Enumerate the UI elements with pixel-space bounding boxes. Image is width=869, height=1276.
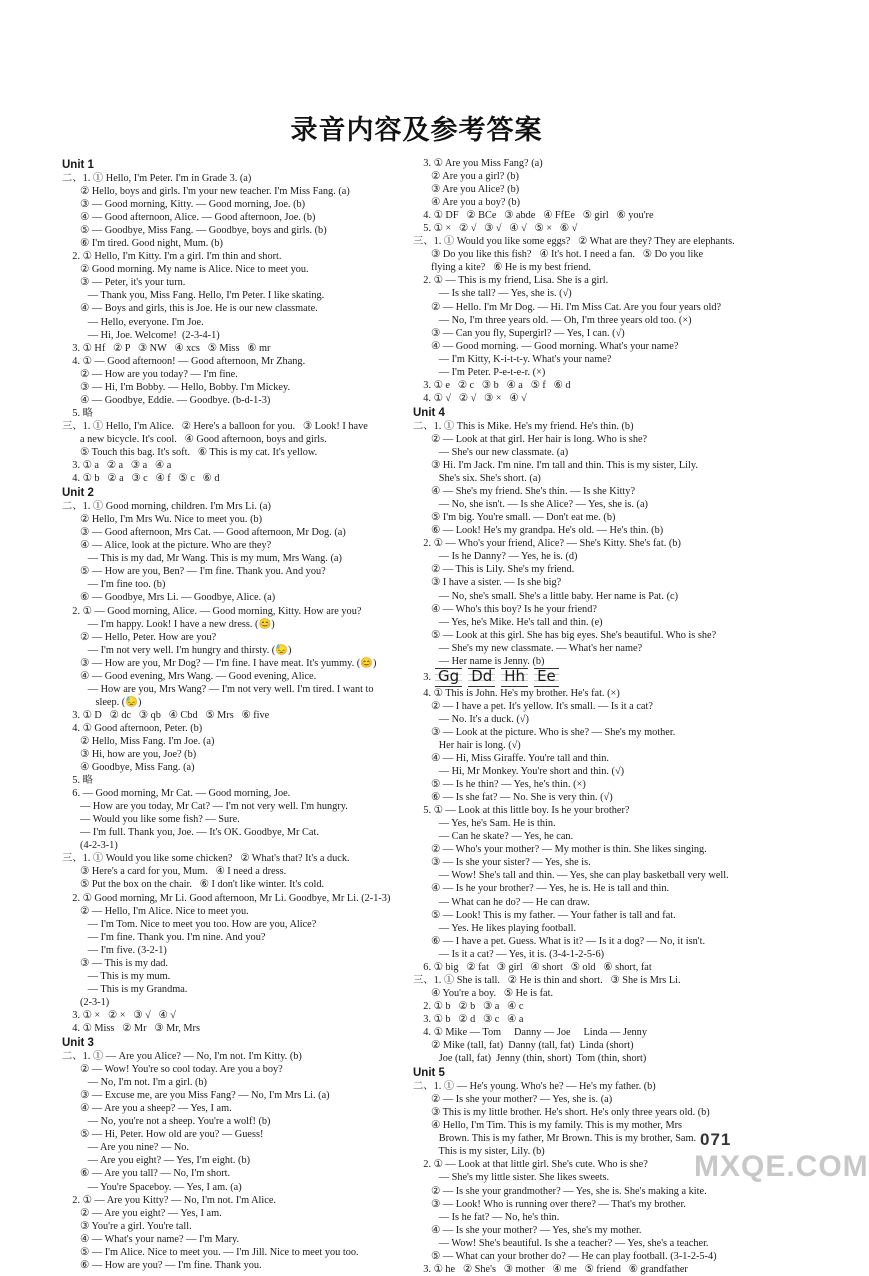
answer-line: 三、1. ① Would you like some chicken? ② What's that? It's a duck. bbox=[62, 853, 350, 865]
handwritten-letter-pair: Hh bbox=[501, 668, 528, 687]
answer-line: 3. ① Hf ② P ③ NW ④ xcs ⑤ Miss ⑥ mr bbox=[62, 342, 271, 354]
answer-line: ③ — How are you, Mr Dog? — I'm fine. I have meat. It's yummy. (😊) bbox=[62, 657, 377, 669]
answer-line: ⑤ — Goodbye, Miss Fang. — Goodbye, boys and girls. (b) bbox=[62, 225, 327, 237]
answer-line: ⑤ — How are you, Ben? — I'm fine. Thank you. And you? bbox=[62, 566, 326, 578]
answer-line: — I'm Tom. Nice to meet you too. How are you, Alice? bbox=[62, 918, 317, 930]
answer-line: 二、1. ① — Are you Alice? — No, I'm not. I'm Kitty. (b) bbox=[62, 1051, 302, 1063]
answer-line: ⑥ I'm tired. Good night, Mum. (b) bbox=[62, 238, 223, 250]
answer-line: ⑤ — Look! This is my father. — Your father is tall and fat. bbox=[413, 909, 676, 921]
answer-line: — Hi, Mr Monkey. You're short and thin. (√) bbox=[413, 766, 625, 778]
page-number: 071 bbox=[700, 1130, 732, 1149]
answer-line: 3. ① Are you Miss Fang? (a) bbox=[413, 158, 543, 169]
answer-line: 三、1. ① Hello, I'm Alice. ② Here's a balloon for you. ③ Look! I have bbox=[62, 420, 368, 432]
answer-line: 5. 略 bbox=[62, 407, 93, 419]
answer-line: ② — Hello, I'm Alice. Nice to meet you. bbox=[62, 905, 249, 917]
answer-line: ② — Hello, Peter. How are you? bbox=[62, 631, 217, 643]
answer-line: ③ Are you Alice? (b) bbox=[413, 184, 520, 196]
answer-line: — Are you nine? — No. bbox=[62, 1142, 189, 1154]
answer-line: 4. ① Mike — Tom Danny — Joe Linda — Jenny bbox=[413, 1027, 647, 1038]
answer-line: 5. ① — Look at this little boy. Is he your brother? bbox=[413, 805, 630, 817]
answer-line: ③ Hi, how are you, Joe? (b) bbox=[62, 749, 197, 761]
answer-line: ③ — Good morning, Kitty. — Good morning, Joe. (b) bbox=[62, 199, 306, 211]
answer-line: (4-2-3-1) bbox=[62, 840, 118, 852]
answer-line: — Yes. He likes playing football. bbox=[413, 922, 577, 934]
answer-line: ③ Hi. I'm Jack. I'm nine. I'm tall and thin. This is my sister, Lily. bbox=[413, 460, 698, 472]
answer-line: — Can he skate? — Yes, he can. bbox=[413, 831, 574, 843]
answer-line: ④ — What's your name? — I'm Mary. bbox=[62, 1233, 240, 1245]
answer-line: — I'm full. Thank you, Joe. — It's OK. Goodbye, Mr Cat. bbox=[62, 827, 319, 839]
answer-line: — Yes, he's Mike. He's tall and thin. (e) bbox=[413, 616, 603, 628]
answer-line: ② — Wow! You're so cool today. Are you a boy? bbox=[62, 1064, 283, 1076]
answer-line: ③ — Can you fly, Supergirl? — Yes, I can. (√) bbox=[413, 327, 625, 339]
answer-line: Her hair is long. (√) bbox=[413, 739, 521, 751]
answer-line: 3. ① × ② × ③ √ ④ √ bbox=[62, 1009, 176, 1021]
answer-line: ③ Here's a card for you, Mum. ④ I need a dress. bbox=[62, 866, 287, 878]
answer-line: ④ — Is she your mother? — Yes, she's my mother. bbox=[413, 1224, 642, 1236]
unit-heading: Unit 3 bbox=[62, 1037, 94, 1050]
answer-line: — Is she tall? — Yes, she is. (√) bbox=[413, 288, 572, 300]
answer-line: 3. ① e ② c ③ b ④ a ⑤ f ⑥ d bbox=[413, 379, 571, 391]
answer-line: This is my sister, Lily. (b) bbox=[413, 1146, 545, 1158]
answer-line: — I'm fine. Thank you. I'm nine. And you? bbox=[62, 931, 266, 943]
unit-heading: Unit 1 bbox=[62, 159, 94, 171]
answer-line: 2. ① Hello, I'm Kitty. I'm a girl. I'm thin and short. bbox=[62, 251, 282, 263]
answer-line: — Hello, everyone. I'm Joe. bbox=[62, 316, 204, 328]
answer-line: ⑥ — Is she fat? — No. She is very thin. (√) bbox=[413, 792, 613, 804]
answer-line: ⑥ — I have a pet. Guess. What is it? — Is it a dog? — No, it isn't. bbox=[413, 935, 706, 947]
answer-line: — Yes, he's Sam. He is thin. bbox=[413, 818, 556, 830]
answer-line: — She's my little sister. She likes sweets. bbox=[413, 1172, 610, 1184]
answer-line: — No, she's small. She's a little baby. Her name is Pat. (c) bbox=[413, 590, 678, 602]
answer-line: ④ — She's my friend. She's thin. — Is she Kitty? bbox=[413, 486, 636, 498]
answer-line: — No, you're not a sheep. You're a wolf! (b) bbox=[62, 1116, 271, 1128]
answer-line: ② — Look at that girl. Her hair is long. Who is she? bbox=[413, 433, 648, 445]
answer-line: She's six. She's short. (a) bbox=[413, 473, 541, 485]
answer-line: ⑤ — Is he thin? — Yes, he's thin. (×) bbox=[413, 779, 586, 791]
answer-line: — She's my new classmate. — What's her name? bbox=[413, 642, 643, 654]
handwriting-answer-line bbox=[413, 668, 783, 687]
answer-line: ② — Is she your grandmother? — Yes, she is. She's making a kite. bbox=[413, 1185, 707, 1197]
answer-line: ② — Is she your mother? — Yes, she is. (a) bbox=[413, 1094, 613, 1106]
answer-number: 3. bbox=[413, 671, 432, 683]
answer-line: ② — I have a pet. It's yellow. It's small. — Is it a cat? bbox=[413, 700, 653, 712]
answer-line: — Are you eight? — Yes, I'm eight. (b) bbox=[62, 1155, 251, 1167]
answer-line: — Her name is Jenny. (b) bbox=[413, 655, 545, 667]
answer-line: — I'm Peter. P-e-t-e-r. (×) bbox=[413, 366, 546, 378]
answer-line: — How are you, Mrs Wang? — I'm not very well. I'm tired. I want to bbox=[62, 683, 374, 695]
answer-line: 4. ① b ② a ③ c ④ f ⑤ c ⑥ d bbox=[62, 473, 220, 485]
answer-line: ⑥ — Are you tall? — No, I'm short. bbox=[62, 1168, 231, 1180]
answer-line: — I'm not very well. I'm hungry and thirsty. (😓) bbox=[62, 644, 292, 656]
answer-line: ③ Do you like this fish? ④ It's hot. I need a fan. ⑤ Do you like bbox=[413, 249, 704, 261]
handwritten-letter-pair: Dd bbox=[468, 668, 495, 687]
answer-line: 二、1. ① This is Mike. He's my friend. He's thin. (b) bbox=[413, 420, 634, 432]
answer-line: — You're Spaceboy. — Yes, I am. (a) bbox=[62, 1181, 242, 1193]
left-column bbox=[62, 157, 417, 1272]
answer-line: ④ — Alice, look at the picture. Who are they? bbox=[62, 540, 272, 552]
answer-line: — No, I'm not. I'm a girl. (b) bbox=[62, 1077, 207, 1089]
answer-line: ⑤ — I'm Alice. Nice to meet you. — I'm Jill. Nice to meet you too. bbox=[62, 1246, 359, 1258]
answer-line: 3. ① a ② a ③ a ④ a bbox=[62, 460, 172, 472]
answer-line: 3. ① b ② d ③ c ④ a bbox=[413, 1013, 524, 1025]
answer-line: ③ — Look at the picture. Who is she? — She's my mother. bbox=[413, 726, 676, 738]
answer-line: — No. It's a duck. (√) bbox=[413, 713, 529, 725]
answer-line: 2. ① — Are you Kitty? — No, I'm not. I'm Alice. bbox=[62, 1194, 276, 1206]
answer-line: 2. ① — This is my friend, Lisa. She is a girl. bbox=[413, 275, 609, 287]
answer-line: 4. ① √ ② √ ③ × ④ √ bbox=[413, 392, 527, 404]
answer-line: — She's our new classmate. (a) bbox=[413, 446, 569, 458]
writing-lines bbox=[435, 668, 559, 687]
answer-line: 三、1. ① Would you like some eggs? ② What are they? They are elephants. bbox=[413, 236, 735, 248]
answer-line: ④ — Goodbye, Eddie. — Goodbye. (b-d-1-3) bbox=[62, 394, 271, 406]
answer-line: ② — Are you eight? — Yes, I am. bbox=[62, 1207, 222, 1219]
answer-line: — This is my mum. bbox=[62, 970, 171, 982]
answer-line: ④ Hello, I'm Tim. This is my family. This is my mother, Mrs bbox=[413, 1120, 683, 1132]
answer-line: ③ — Hi, I'm Bobby. — Hello, Bobby. I'm Mickey. bbox=[62, 381, 291, 393]
answer-line: ④ — Are you a sheep? — Yes, I am. bbox=[62, 1103, 232, 1115]
answer-line: 二、1. ① Hello, I'm Peter. I'm in Grade 3. (a) bbox=[62, 173, 252, 184]
answer-line: 三、1. ① She is tall. ② He is thin and short. ③ She is Mrs Li. bbox=[413, 974, 681, 986]
answer-line: ④ You're a boy. ⑤ He is fat. bbox=[413, 987, 554, 999]
answer-line: — I'm fine too. (b) bbox=[62, 579, 166, 591]
answer-line: ④ — Good evening, Mrs Wang. — Good evening, Alice. bbox=[62, 670, 317, 682]
answer-line: ② Mike (tall, fat) Danny (tall, fat) Linda (short) bbox=[413, 1040, 634, 1052]
answer-line: ④ — Hi, Miss Giraffe. You're tall and thin. bbox=[413, 753, 609, 765]
answer-line: ④ — Good afternoon, Alice. — Good afternoon, Joe. (b) bbox=[62, 212, 316, 224]
answer-line: flying a kite? ⑥ He is my best friend. bbox=[413, 262, 591, 274]
answer-line: — Hi, Joe. Welcome! (2-3-4-1) bbox=[62, 329, 220, 341]
answer-line: ② Are you a girl? (b) bbox=[413, 171, 519, 183]
answer-line: — I'm five. (3-2-1) bbox=[62, 944, 167, 956]
answer-line: ② — Hello. I'm Mr Dog. — Hi. I'm Miss Cat. Are you four years old? bbox=[413, 301, 722, 313]
answer-line: 5. ① × ② √ ③ √ ④ √ ⑤ × ⑥ √ bbox=[413, 223, 578, 235]
answer-line: 4. ① DF ② BCe ③ abde ④ FfEe ⑤ girl ⑥ you're bbox=[413, 210, 654, 222]
answer-line: ③ — Peter, it's your turn. bbox=[62, 277, 186, 289]
answer-line: — Wow! She's tall and thin. — Yes, she can play basketball very well. bbox=[413, 870, 729, 882]
answer-line: ③ This is my little brother. He's short. He's only three years old. (b) bbox=[413, 1107, 710, 1119]
answer-line: 4. ① This is John. He's my brother. He's fat. (×) bbox=[413, 687, 620, 699]
answer-line: ④ — Is he your brother? — Yes, he is. He is tall and thin. bbox=[413, 883, 670, 895]
answer-line: — No, she isn't. — Is she Alice? — Yes, she is. (a) bbox=[413, 499, 648, 511]
answer-line: 2. ① b ② b ③ a ④ c bbox=[413, 1000, 524, 1012]
answer-line: ② Hello, boys and girls. I'm your new teacher. I'm Miss Fang. (a) bbox=[62, 186, 350, 198]
answer-line: ⑤ — Hi, Peter. How old are you? — Guess! bbox=[62, 1129, 264, 1141]
answer-line: ③ — Excuse me, are you Miss Fang? — No, I'm Mrs Li. (a) bbox=[62, 1090, 330, 1102]
answer-line: — What can he do? — He can draw. bbox=[413, 896, 590, 908]
answer-line: 2. ① — Who's your friend, Alice? — She's Kitty. She's fat. (b) bbox=[413, 538, 681, 550]
answer-line: ⑤ — What can your brother do? — He can play football. (3-1-2-5-4) bbox=[413, 1250, 717, 1262]
answer-line: ⑥ — How are you? — I'm fine. Thank you. bbox=[62, 1259, 262, 1271]
answer-line: 4. ① — Good afternoon! — Good afternoon, Mr Zhang. bbox=[62, 355, 306, 367]
answer-line: ② — How are you today? — I'm fine. bbox=[62, 368, 238, 380]
answer-line: — No, I'm three years old. — Oh, I'm three years old too. (×) bbox=[413, 314, 692, 326]
answer-line: (2-3-1) bbox=[62, 996, 110, 1008]
answer-line: 4. ① Good afternoon, Peter. (b) bbox=[62, 722, 203, 734]
answer-line: — Is it a cat? — Yes, it is. (3-4-1-2-5-6) bbox=[413, 948, 605, 960]
answer-line: 5. 略 bbox=[62, 775, 93, 787]
answer-line: — How are you today, Mr Cat? — I'm not very well. I'm hungry. bbox=[62, 801, 348, 813]
answer-line: ④ — Boys and girls, this is Joe. He is our new classmate. bbox=[62, 303, 318, 315]
answer-line: ④ — Who's this boy? Is he your friend? bbox=[413, 603, 597, 615]
answer-line: ④ Are you a boy? (b) bbox=[413, 197, 521, 209]
answer-line: a new bicycle. It's cool. ④ Good afternoon, boys and girls. bbox=[62, 433, 327, 445]
answer-line: ② Good morning. My name is Alice. Nice to meet you. bbox=[62, 264, 309, 276]
answer-line: 3. ① D ② dc ③ qb ④ Cbd ⑤ Mrs ⑥ five bbox=[62, 709, 270, 721]
answer-line: — Would you like some fish? — Sure. bbox=[62, 814, 240, 826]
answer-line: Brown. This is my father, Mr Brown. This is my brother, Sam. bbox=[413, 1133, 697, 1145]
answer-line: 4. ① Miss ② Mr ③ Mr, Mrs bbox=[62, 1023, 200, 1034]
answer-line: ② — Who's your mother? — My mother is thin. She likes singing. bbox=[413, 844, 707, 856]
right-column bbox=[413, 157, 783, 1276]
answer-line: — This is my dad, Mr Wang. This is my mum, Mrs Wang. (a) bbox=[62, 553, 342, 565]
answer-line: ③ — This is my dad. bbox=[62, 957, 169, 969]
answer-line: ③ I have a sister. — Is she big? bbox=[413, 577, 562, 589]
unit-heading: Unit 2 bbox=[62, 487, 94, 500]
answer-line: 6. — Good morning, Mr Cat. — Good morning, Joe. bbox=[62, 788, 291, 800]
answer-line: — Is he Danny? — Yes, he is. (d) bbox=[413, 551, 578, 563]
answer-line: 2. ① Good morning, Mr Li. Good afternoon, Mr Li. Goodbye, Mr Li. (2-1-3) bbox=[62, 892, 391, 904]
answer-line: ③ You're a girl. You're tall. bbox=[62, 1220, 192, 1232]
answer-line: ⑥ — Look! He's my grandpa. He's old. — He's thin. (b) bbox=[413, 525, 664, 537]
watermark-logo: MXQE.COM bbox=[694, 1150, 869, 1183]
answer-line: ⑤ Touch this bag. It's soft. ⑥ This is my cat. It's yellow. bbox=[62, 446, 318, 458]
answer-line: ⑥ — Goodbye, Mrs Li. — Goodbye, Alice. (a) bbox=[62, 592, 276, 604]
answer-line: ⑤ — Look at this girl. She has big eyes. She's beautiful. Who is she? bbox=[413, 629, 717, 641]
answer-line: — I'm Kitty, K-i-t-t-y. What's your name? bbox=[413, 353, 612, 365]
answer-line: 2. ① — Look at that little girl. She's cute. Who is she? bbox=[413, 1159, 648, 1171]
answer-line: ③ — Look! Who is running over there? — That's my brother. bbox=[413, 1198, 686, 1210]
answer-line: 二、1. ① — He's young. Who's he? — He's my father. (b) bbox=[413, 1081, 656, 1093]
page-title: 录音内容及参考答案 bbox=[290, 115, 543, 146]
handwritten-letter-pair: Gg bbox=[435, 668, 462, 687]
answer-line: sleep. (😓) bbox=[62, 696, 142, 708]
answer-line: ② Hello, Miss Fang. I'm Joe. (a) bbox=[62, 735, 215, 747]
answer-line: ③ — Good afternoon, Mrs Cat. — Good afternoon, Mr Dog. (a) bbox=[62, 527, 346, 539]
answer-line: ③ — Is she your sister? — Yes, she is. bbox=[413, 857, 591, 869]
answer-line: — I'm happy. Look! I have a new dress. (😊) bbox=[62, 618, 275, 630]
answer-line: ④ Goodbye, Miss Fang. (a) bbox=[62, 762, 195, 774]
answer-line: ② — This is Lily. She's my friend. bbox=[413, 564, 575, 576]
answer-line: — Is he fat? — No, he's thin. bbox=[413, 1211, 560, 1223]
answer-line: — Thank you, Miss Fang. Hello, I'm Peter. I like skating. bbox=[62, 290, 325, 302]
answer-line: Joe (tall, fat) Jenny (thin, short) Tom (thin, short) bbox=[413, 1053, 647, 1065]
answer-line: — This is my Grandma. bbox=[62, 983, 188, 995]
answer-line: 二、1. ① Good morning, children. I'm Mrs Li. (a) bbox=[62, 501, 271, 513]
answer-line: 6. ① big ② fat ③ girl ④ short ⑤ old ⑥ short, fat bbox=[413, 961, 652, 973]
handwritten-letter-pair: Ee bbox=[534, 668, 559, 687]
answer-line: ④ — Good morning. — Good morning. What's your name? bbox=[413, 340, 679, 352]
unit-heading: Unit 5 bbox=[413, 1067, 445, 1080]
answer-line: ⑤ I'm big. You're small. — Don't eat me. (b) bbox=[413, 512, 616, 524]
answer-line: 2. ① — Good morning, Alice. — Good morning, Kitty. How are you? bbox=[62, 605, 362, 617]
answer-line: 3. ① he ② She's ③ mother ④ me ⑤ friend ⑥ grandfather bbox=[413, 1263, 688, 1275]
unit-heading: Unit 4 bbox=[413, 406, 445, 419]
answer-line: — Wow! She's beautiful. Is she a teacher? — Yes, she's a teacher. bbox=[413, 1237, 709, 1249]
answer-line: ② Hello, I'm Mrs Wu. Nice to meet you. (b) bbox=[62, 514, 263, 526]
answer-line: ⑤ Put the box on the chair. ⑥ I don't like winter. It's cold. bbox=[62, 879, 325, 891]
